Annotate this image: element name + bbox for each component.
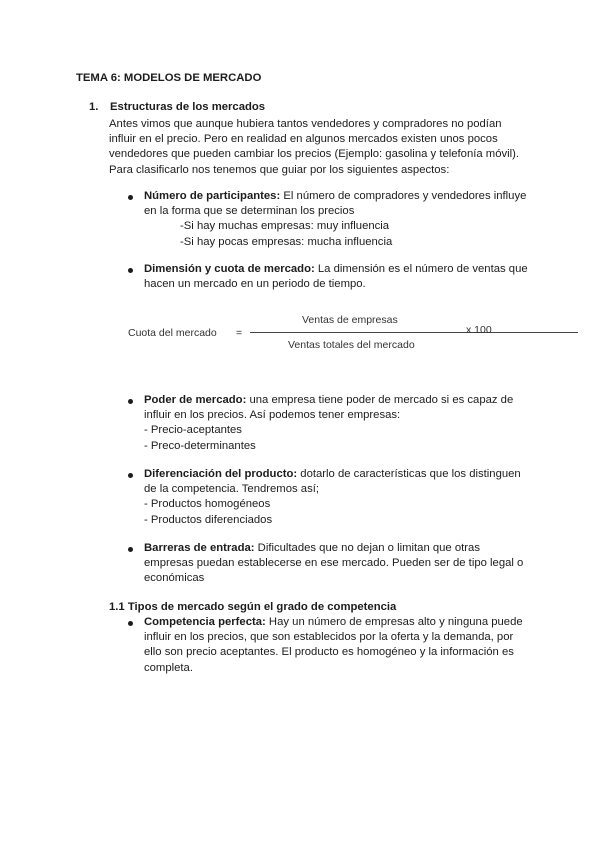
bullet-competencia — [144, 615, 530, 676]
bullet-dot — [128, 268, 133, 273]
bullet-dot — [128, 547, 133, 552]
bullet-barreras — [144, 541, 530, 587]
bullet-subitem: - Productos diferenciados — [144, 513, 273, 526]
formula-label: Cuota del mercado — [128, 327, 217, 339]
bullet-term: Poder de mercado: — [144, 394, 247, 406]
formula-denominator: Ventas totales del mercado — [288, 339, 415, 351]
bullet-text: Hay un número de empresas alto y ninguna puede influir en los precios, que son establecidos por la oferta y la demanda, por ello son precio aceptantes. El producto es homogéneo y la información es completa. — [144, 616, 523, 674]
bullet-diferenciacion — [144, 467, 530, 528]
page-title: TEMA 6: MODELOS DE MERCADO — [76, 72, 262, 84]
bullet-poder — [144, 393, 530, 454]
bullet-term: Dimensión y cuota de mercado: — [144, 263, 315, 275]
formula-fraction-line — [250, 332, 578, 333]
bullet-text: una empresa tiene poder de mercado si es capaz de influir en los precios. Así podemos tener empresas: — [144, 394, 514, 422]
bullet-term: Diferenciación del producto: — [144, 468, 298, 480]
bullet-dot — [128, 399, 133, 404]
formula-multiplier: x 100 — [466, 324, 492, 336]
market-share-formula — [128, 312, 508, 352]
bullet-text: El número de compradores y vendedores influye en la forma que se determinan los precios — [144, 190, 527, 218]
bullet-text: Dificultades que no dejan o limitan que otras empresas puedan establecerse en ese mercado. Pueden ser de tipo legal o económicas — [144, 542, 524, 585]
bullet-subitem: - Precio-aceptantes — [144, 424, 242, 437]
bullet-term: Barreras de entrada: — [144, 542, 255, 554]
bullet-dot — [128, 195, 133, 200]
bullet-dimension — [144, 262, 530, 292]
bullet-subitem: -Si hay pocas empresas: mucha influencia — [180, 235, 393, 248]
section-1-number: 1. — [89, 101, 99, 113]
bullet-subitem: - Productos homogéneos — [144, 498, 271, 511]
formula-numerator: Ventas de empresas — [302, 314, 398, 326]
section-1-1-heading: 1.1 Tipos de mercado según el grado de competencia — [109, 601, 397, 613]
bullet-subitem: - Preco-determinantes — [144, 439, 256, 452]
bullet-subitem: -Si hay muchas empresas: muy influencia — [180, 220, 390, 233]
section-1-heading — [89, 100, 265, 115]
formula-equals: = — [236, 327, 243, 339]
section-1-intro: Antes vimos que aunque hubiera tantos vendedores y compradores no podían influir en el precio. Pero en realidad en algunos mercados existen unos pocos vendedores que pueden cambiar los precios (Ejemplo: gasolina y telefonía móvil). Para clasificarlo nos tenemos que guiar por los siguientes aspectos: — [109, 118, 520, 176]
bullet-text: dotarlo de características que los distinguen de la competencia. Tendremos así; — [144, 468, 521, 496]
bullet-dot — [128, 621, 133, 626]
bullet-participantes — [144, 189, 530, 250]
bullet-term: Competencia perfecta: — [144, 616, 266, 628]
section-1-title: Estructuras de los mercados — [110, 101, 266, 113]
bullet-text: La dimensión es el número de ventas que hacen un mercado en un periodo de tiempo. — [144, 263, 528, 291]
bullet-dot — [128, 473, 133, 478]
bullet-term: Número de participantes: — [144, 190, 281, 202]
